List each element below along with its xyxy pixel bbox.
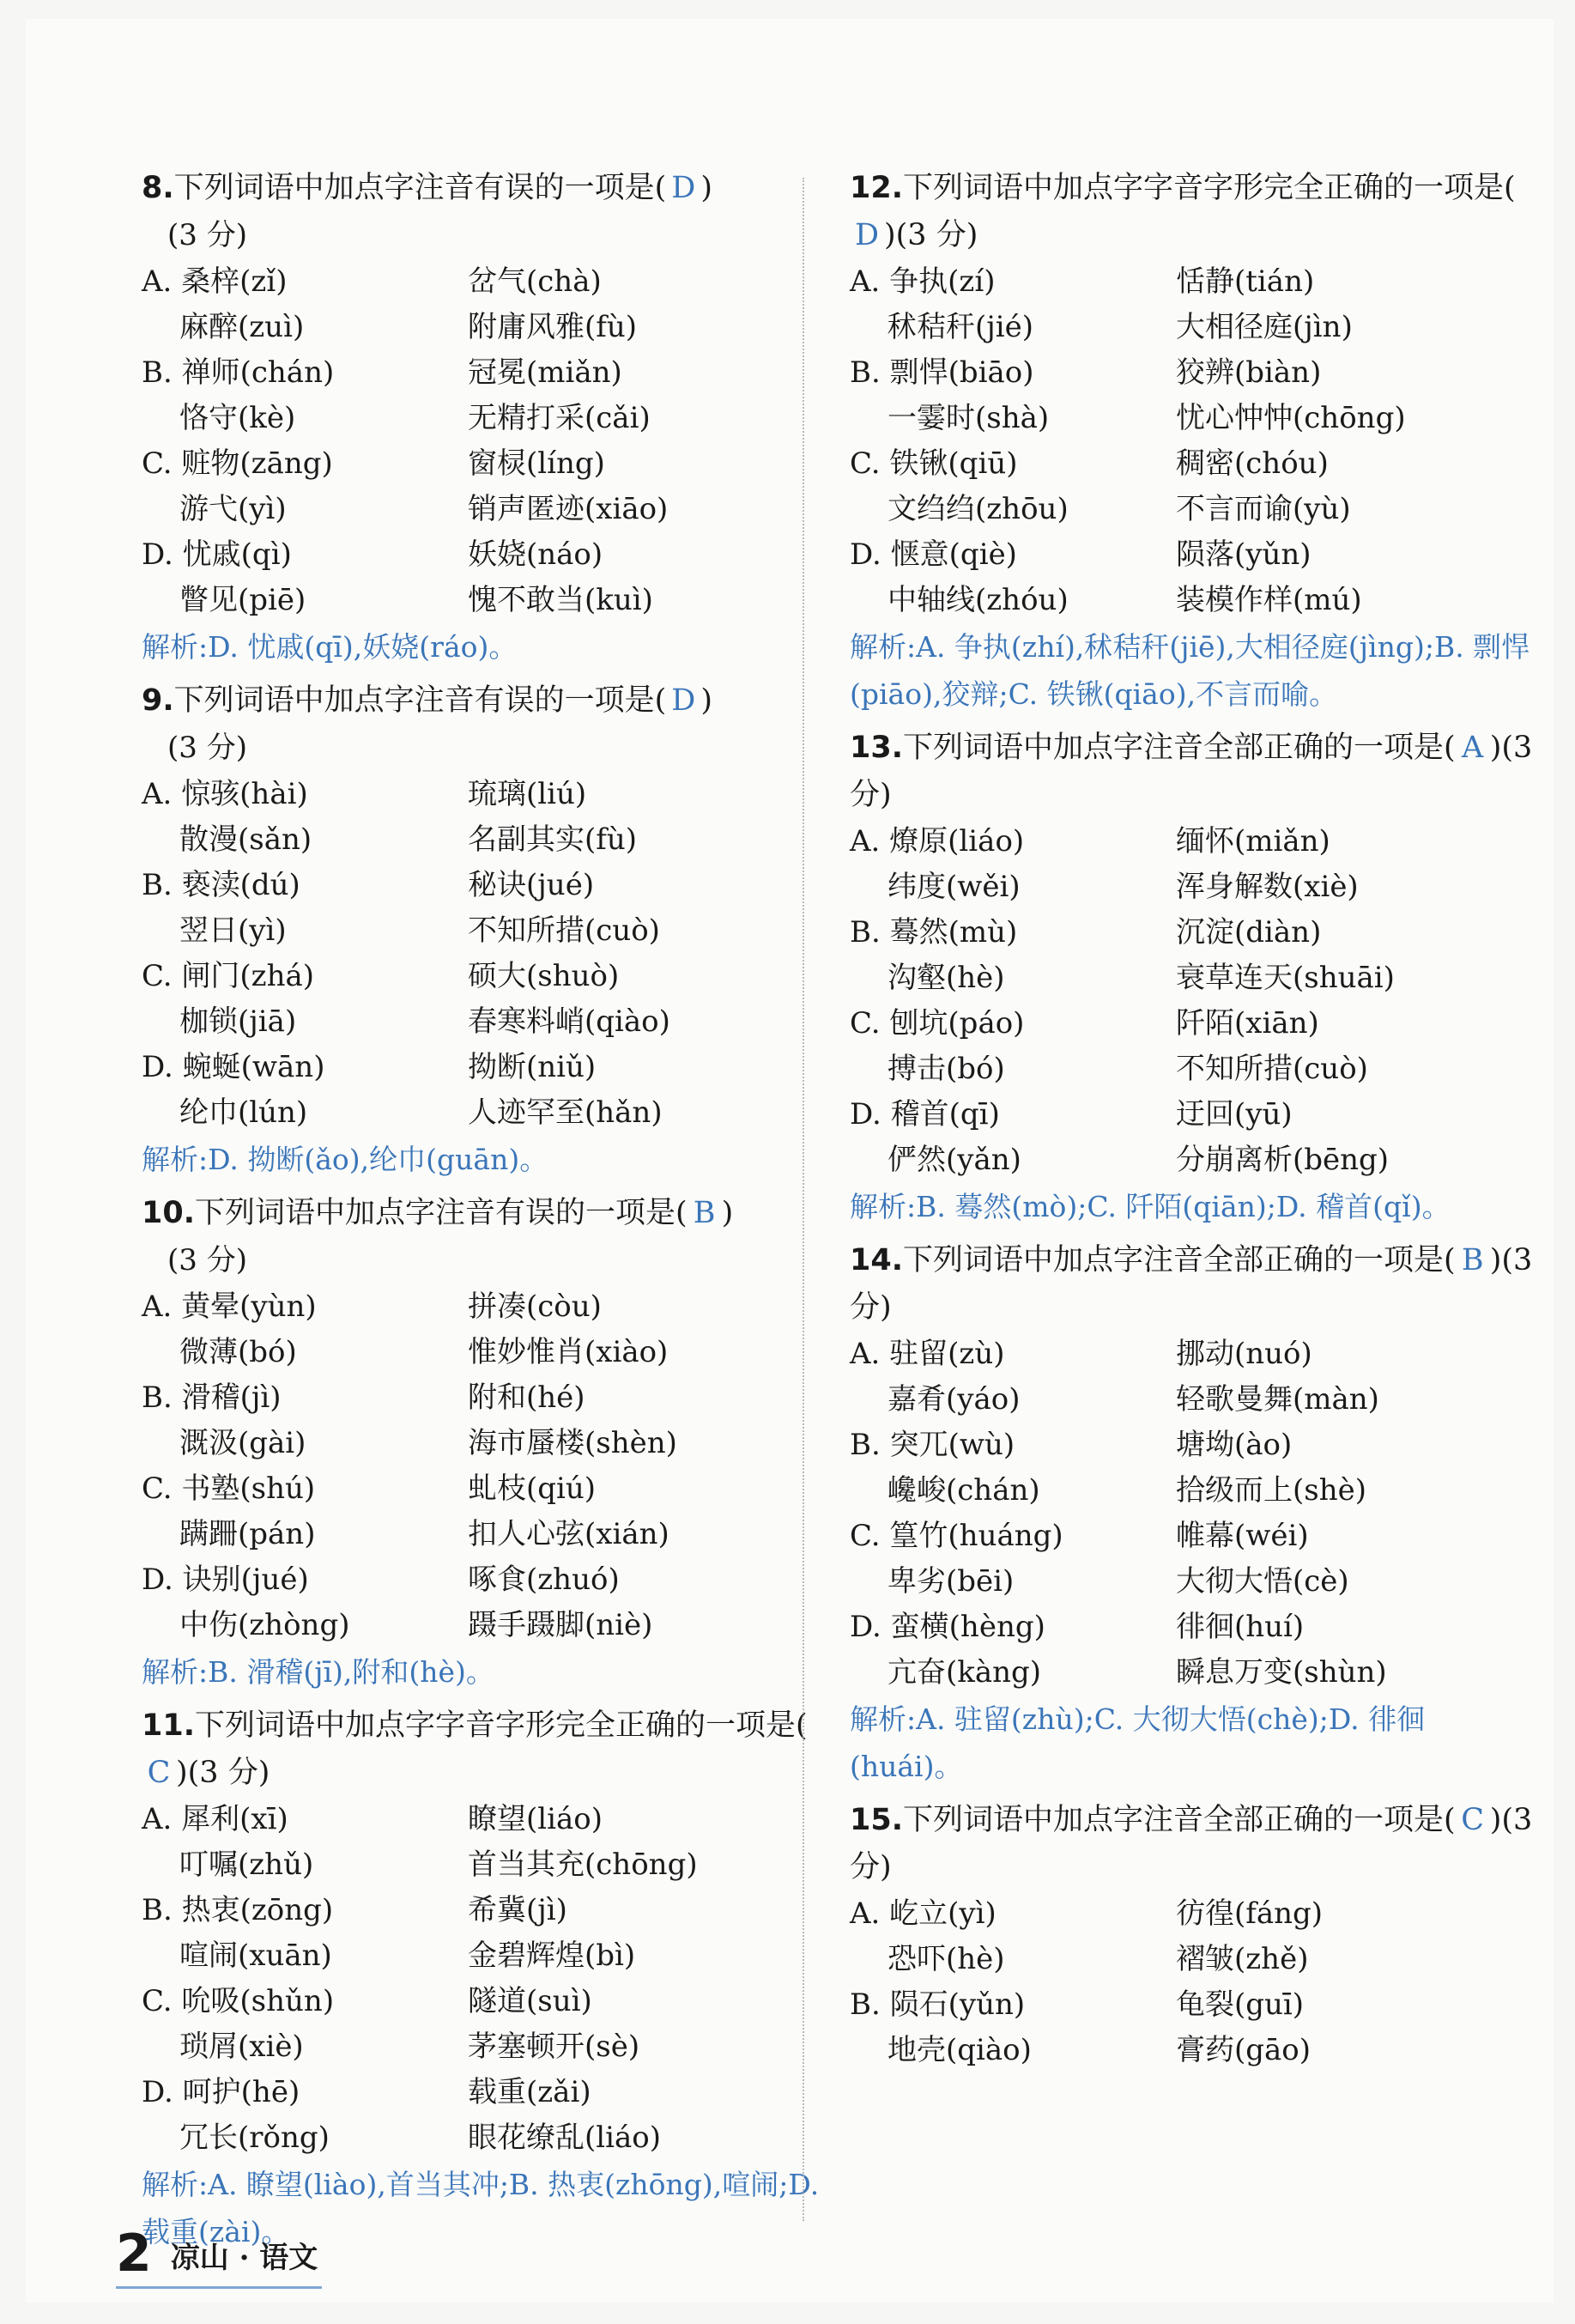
option-row	[142, 441, 828, 487]
option-term: C. 吮吸(shǔn)	[142, 1984, 335, 2018]
option-term: 愧不敢当(kuì)	[468, 583, 653, 617]
option-term: 扣人心弦(xián)	[468, 1517, 669, 1551]
option-term: 大相径庭(jìn)	[1176, 310, 1353, 344]
answer-letter: C	[1461, 1803, 1485, 1837]
question-text: 下列词语中加点字注音全部正确的一项是(	[903, 1803, 1456, 1837]
question-number: 10.	[142, 1196, 196, 1230]
option-term: 拗断(niǔ)	[468, 1050, 597, 1084]
question-block	[142, 677, 828, 1183]
option-term: 游弋(yì)	[179, 492, 287, 526]
option-term: 销声匿迹(xiāo)	[468, 492, 669, 526]
option-row	[142, 2115, 828, 2161]
option-term: 琉璃(liú)	[468, 777, 587, 811]
answer-explanation: 解析:A. 争执(zhí),秫秸秆(jiē),大相径庭(jìng);B. 剽悍(piāo),狡辩;C. 铁锹(qiāo),不言而喻。	[850, 630, 1530, 711]
option-term: D. 惬意(qiè)	[850, 537, 1017, 572]
column-divider	[803, 178, 804, 2221]
option-row	[850, 910, 1536, 956]
question-number: 11.	[142, 1708, 196, 1743]
option-row	[142, 350, 828, 396]
option-row	[142, 1284, 828, 1330]
question-close: )(3 分)	[884, 218, 978, 252]
option-row	[850, 1982, 1536, 2028]
question-score: (3 分)	[167, 1243, 247, 1277]
answer-letter: B	[693, 1196, 716, 1230]
option-row	[850, 1001, 1536, 1047]
option-row	[850, 1468, 1536, 1514]
option-row	[142, 2070, 828, 2115]
question-stem	[850, 1237, 1536, 1332]
question-close: )(3 分)	[850, 1243, 1533, 1325]
option-term: 隧道(suì)	[468, 1984, 592, 2018]
option-term: 无精打采(cǎi)	[468, 401, 651, 435]
option-term: 惟妙惟肖(xiào)	[468, 1335, 669, 1369]
option-row	[850, 1423, 1536, 1468]
option-term: 沟壑(hè)	[887, 961, 1005, 995]
option-row	[142, 1466, 828, 1512]
option-row	[850, 441, 1536, 487]
option-term: 分崩离析(bēng)	[1176, 1143, 1390, 1177]
question-close: )	[700, 683, 712, 718]
option-row	[142, 487, 828, 532]
option-row	[142, 1557, 828, 1603]
option-term: 褶皱(zhě)	[1176, 1942, 1309, 1976]
option-term: 文绉绉(zhōu)	[887, 492, 1069, 526]
option-term: 啄食(zhuó)	[468, 1562, 620, 1597]
option-term: 地壳(qiào)	[887, 2033, 1032, 2067]
option-row	[142, 908, 828, 954]
option-row	[142, 1421, 828, 1466]
option-term: 蹒跚(pán)	[179, 1517, 316, 1551]
option-row	[850, 532, 1536, 578]
option-row	[850, 1891, 1536, 1937]
option-term: D. 稽首(qī)	[850, 1097, 1000, 1132]
answer-letter: B	[1461, 1243, 1484, 1277]
option-term: B. 陨石(yǔn)	[850, 1987, 1026, 2022]
option-row	[850, 1332, 1536, 1377]
option-row	[142, 1330, 828, 1375]
question-stem	[142, 1190, 828, 1237]
question-text: 下列词语中加点字注音有误的一项是(	[195, 1196, 688, 1230]
option-row	[142, 305, 828, 350]
question-block	[850, 165, 1536, 718]
question-number: 9.	[142, 683, 174, 718]
answer-explanation: 解析:B. 滑稽(jī),附和(hè)。	[142, 1655, 494, 1689]
option-term: A. 驻留(zù)	[850, 1337, 1005, 1371]
question-text: 下列词语中加点字注音全部正确的一项是(	[903, 1243, 1456, 1277]
option-row	[850, 1937, 1536, 1982]
option-term: 膏药(gāo)	[1176, 2033, 1311, 2067]
option-term: 塘坳(ào)	[1176, 1428, 1293, 1462]
option-term: 眼花缭乱(liáo)	[468, 2121, 662, 2155]
option-term: 散漫(sǎn)	[179, 822, 312, 857]
option-term: 浑身解数(xiè)	[1176, 870, 1359, 904]
option-term: 希冀(jì)	[468, 1893, 567, 1927]
option-term: D. 呵护(hē)	[142, 2075, 300, 2109]
option-term: 卑劣(bēi)	[887, 1564, 1015, 1599]
option-row	[142, 578, 828, 623]
option-row	[850, 487, 1536, 532]
option-term: 首当其充(chōng)	[468, 1848, 698, 1882]
option-term: 彷徨(fáng)	[1176, 1896, 1324, 1931]
option-term: 亢奋(kàng)	[887, 1655, 1042, 1690]
question-number: 12.	[850, 171, 904, 205]
answer-letter: D	[671, 171, 696, 205]
option-term: 缅怀(miǎn)	[1176, 824, 1330, 859]
question-number: 13.	[850, 731, 904, 765]
option-term: A. 桑梓(zǐ)	[142, 264, 288, 299]
question-score: (3 分)	[167, 731, 247, 765]
option-term: 瞭望(liáo)	[468, 1802, 603, 1836]
option-row	[142, 954, 828, 999]
option-term: 春寒料峭(qiào)	[468, 1004, 670, 1039]
question-block	[142, 1190, 828, 1696]
answer-letter: D	[854, 218, 880, 252]
option-term: 窗棂(líng)	[468, 446, 605, 481]
option-term: 溉汲(gài)	[179, 1426, 306, 1460]
option-term: 俨然(yǎn)	[887, 1143, 1021, 1177]
question-number: 8.	[142, 171, 174, 205]
option-term: C. 刨坑(páo)	[850, 1006, 1025, 1041]
option-term: 喧闹(xuān)	[179, 1939, 332, 1973]
option-term: 中轴线(zhóu)	[887, 583, 1069, 617]
option-row	[850, 305, 1536, 350]
option-term: 陨落(yǔn)	[1176, 537, 1311, 572]
option-term: B. 蓦然(mù)	[850, 915, 1018, 950]
option-row	[850, 819, 1536, 865]
question-close: )	[700, 171, 712, 205]
option-term: 纬度(wěi)	[887, 870, 1021, 904]
option-row	[142, 532, 828, 578]
option-row	[850, 1377, 1536, 1423]
option-term: B. 热衷(zōng)	[142, 1893, 334, 1927]
option-row	[142, 396, 828, 441]
option-term: 虬枝(qiú)	[468, 1471, 597, 1506]
option-term: 妖娆(náo)	[468, 537, 603, 572]
answer-letter: A	[1462, 731, 1484, 765]
option-term: 装模作样(mú)	[1176, 583, 1362, 617]
answer-explanation: 解析:A. 瞭望(liào),首当其冲;B. 热衷(zhōng),喧闹;D. 载重(zài)。	[142, 2168, 820, 2248]
option-term: 琐屑(xiè)	[179, 2030, 304, 2064]
option-term: B. 禅师(chán)	[142, 355, 335, 390]
option-row	[142, 1603, 828, 1648]
question-block	[850, 725, 1536, 1230]
option-term: 狡辨(biàn)	[1176, 355, 1322, 390]
option-row	[142, 1933, 828, 1979]
option-row	[850, 578, 1536, 623]
answer-explanation: 解析:D. 拗断(ǎo),纶巾(guān)。	[142, 1143, 548, 1176]
option-term: 附庸风雅(fù)	[468, 310, 638, 344]
option-term: 搏击(bó)	[887, 1052, 1005, 1086]
option-term: A. 燎原(liáo)	[850, 824, 1025, 859]
question-number: 15.	[850, 1803, 904, 1837]
page-number: 2	[116, 2224, 152, 2284]
option-term: 茅塞顿开(sè)	[468, 2030, 640, 2064]
option-term: 冠冕(miǎn)	[468, 355, 622, 390]
option-term: 纶巾(lún)	[179, 1095, 308, 1130]
option-row	[142, 772, 828, 817]
option-row	[850, 1605, 1536, 1650]
option-term: C. 赃物(zāng)	[142, 446, 333, 481]
option-term: A. 屹立(yì)	[850, 1896, 996, 1931]
option-term: 挪动(nuó)	[1176, 1337, 1312, 1371]
option-row	[142, 1979, 828, 2024]
option-term: C. 篁竹(huáng)	[850, 1519, 1063, 1553]
option-term: 拾级而上(shè)	[1176, 1473, 1366, 1508]
option-term: 龟裂(guī)	[1176, 1987, 1305, 2022]
option-term: 枷锁(jiā)	[179, 1004, 297, 1039]
option-term: 大彻大悟(cè)	[1176, 1564, 1349, 1599]
question-block	[850, 1237, 1536, 1790]
option-term: 硕大(shuò)	[468, 959, 620, 993]
option-term: 瞥见(piē)	[179, 583, 306, 617]
option-term: A. 争执(zí)	[850, 264, 996, 299]
left-column	[142, 165, 828, 2262]
option-term: 恪守(kè)	[179, 401, 296, 435]
option-term: B. 剽悍(biāo)	[850, 355, 1034, 390]
option-row	[142, 1375, 828, 1421]
option-row	[850, 259, 1536, 305]
option-row	[850, 1650, 1536, 1696]
option-term: 翌日(yì)	[179, 913, 287, 948]
option-term: D. 蜿蜒(wān)	[142, 1050, 325, 1084]
option-term: 冗长(rǒng)	[179, 2121, 330, 2155]
option-term: 衰草连天(shuāi)	[1176, 961, 1395, 995]
option-term: C. 闸门(zhá)	[142, 959, 315, 993]
option-row	[850, 396, 1536, 441]
option-term: 恐吓(hè)	[887, 1942, 1005, 1976]
option-term: B. 亵渎(dú)	[142, 868, 300, 902]
answer-letter: D	[671, 683, 696, 718]
option-term: 岔气(chà)	[468, 264, 602, 299]
option-term: 人迹罕至(hǎn)	[468, 1095, 663, 1130]
option-row	[142, 2024, 828, 2070]
option-term: 微薄(bó)	[179, 1335, 297, 1369]
option-term: 恬静(tián)	[1176, 264, 1315, 299]
option-row	[142, 1842, 828, 1888]
option-term: 徘徊(huí)	[1176, 1610, 1305, 1644]
option-term: B. 滑稽(jì)	[142, 1380, 282, 1415]
option-term: D. 忧戚(qì)	[142, 537, 292, 572]
option-row	[142, 863, 828, 908]
question-text: 下列词语中加点字注音有误的一项是(	[173, 683, 667, 718]
option-row	[142, 1512, 828, 1557]
option-row	[850, 350, 1536, 396]
option-term: 轻歌曼舞(màn)	[1176, 1382, 1379, 1417]
question-text: 下列词语中加点字注音有误的一项是(	[173, 171, 667, 205]
option-term: A. 黄晕(yùn)	[142, 1289, 317, 1324]
option-row	[850, 1092, 1536, 1138]
option-term: C. 铁锹(qiū)	[850, 446, 1018, 481]
footer-title: 凉山 · 语文	[170, 2241, 318, 2275]
option-term: 附和(hé)	[468, 1380, 585, 1415]
question-stem	[850, 725, 1536, 819]
question-text: 下列词语中加点字注音全部正确的一项是(	[903, 731, 1456, 765]
option-term: B. 突兀(wù)	[850, 1428, 1015, 1462]
question-block	[142, 165, 828, 671]
option-row	[850, 1559, 1536, 1605]
answer-letter: C	[147, 1756, 171, 1790]
option-row	[850, 1514, 1536, 1559]
answer-explanation: 解析:A. 驻留(zhù);C. 大彻大悟(chè);D. 徘徊(huái)。	[850, 1702, 1426, 1783]
option-row	[142, 1045, 828, 1090]
option-term: 拼凑(còu)	[468, 1289, 602, 1324]
option-term: 稠密(chóu)	[1176, 446, 1329, 481]
option-term: 名副其实(fù)	[468, 822, 638, 857]
page	[26, 19, 1554, 2303]
question-block	[142, 1702, 828, 2255]
option-row	[142, 1090, 828, 1136]
option-term: 迂回(yū)	[1176, 1097, 1293, 1132]
option-term: 不知所措(cuò)	[1176, 1052, 1368, 1086]
option-term: 叮嘱(zhǔ)	[179, 1848, 314, 1882]
option-term: 嘉肴(yáo)	[887, 1382, 1021, 1417]
option-term: A. 犀利(xī)	[142, 1802, 288, 1836]
question-close: )	[721, 1196, 734, 1230]
option-term: D. 诀别(jué)	[142, 1562, 309, 1597]
option-term: 中伤(zhòng)	[179, 1608, 350, 1642]
option-term: 麻醉(zuì)	[179, 310, 305, 344]
option-term: 秫秸秆(jié)	[887, 310, 1034, 344]
option-term: 载重(zǎi)	[468, 2075, 591, 2109]
page-footer	[116, 2224, 318, 2284]
question-stem	[142, 165, 828, 212]
option-row	[850, 2028, 1536, 2073]
option-term: A. 惊骇(hài)	[142, 777, 308, 811]
option-term: D. 蛮横(hèng)	[850, 1610, 1045, 1644]
question-score: (3 分)	[167, 218, 247, 252]
question-text: 下列词语中加点字字音字形完全正确的一项是(	[195, 1708, 808, 1743]
option-row	[142, 999, 828, 1045]
answer-explanation: 解析:D. 忧戚(qī),妖娆(ráo)。	[142, 630, 518, 664]
question-number: 14.	[850, 1243, 904, 1277]
option-term: 不言而谕(yù)	[1176, 492, 1351, 526]
option-term: 蹑手蹑脚(niè)	[468, 1608, 653, 1642]
right-column	[850, 165, 1536, 2080]
option-term: 秘诀(jué)	[468, 868, 595, 902]
option-row	[142, 1888, 828, 1933]
question-close: )(3 分)	[850, 1803, 1533, 1884]
option-term: 阡陌(xiān)	[1176, 1006, 1319, 1041]
option-term: 帷幕(wéi)	[1176, 1519, 1309, 1553]
option-row	[142, 1797, 828, 1842]
option-row	[142, 817, 828, 863]
question-stem	[142, 677, 828, 725]
answer-explanation: 解析:B. 蓦然(mò);C. 阡陌(qiān);D. 稽首(qǐ)。	[850, 1190, 1451, 1223]
question-close: )(3 分)	[176, 1756, 270, 1790]
question-stem	[850, 165, 1536, 259]
option-term: 海市蜃楼(shèn)	[468, 1426, 677, 1460]
option-row	[850, 865, 1536, 910]
question-close: )(3 分)	[850, 731, 1533, 812]
option-row	[142, 259, 828, 305]
option-row	[850, 956, 1536, 1001]
option-term: 瞬息万变(shùn)	[1176, 1655, 1387, 1690]
footer-underline	[116, 2286, 322, 2289]
option-term: 不知所措(cuò)	[468, 913, 660, 948]
option-term: 巉峻(chán)	[887, 1473, 1040, 1508]
option-term: 忧心忡忡(chōng)	[1176, 401, 1406, 435]
option-term: 一霎时(shà)	[887, 401, 1050, 435]
option-term: C. 书塾(shú)	[142, 1471, 316, 1506]
question-text: 下列词语中加点字字音字形完全正确的一项是(	[903, 171, 1516, 205]
option-term: 沉淀(diàn)	[1176, 915, 1322, 950]
question-block	[850, 1797, 1536, 2073]
option-row	[850, 1138, 1536, 1183]
question-stem	[142, 1702, 828, 1797]
option-row	[850, 1047, 1536, 1092]
question-stem	[850, 1797, 1536, 1891]
option-term: 金碧辉煌(bì)	[468, 1939, 636, 1973]
